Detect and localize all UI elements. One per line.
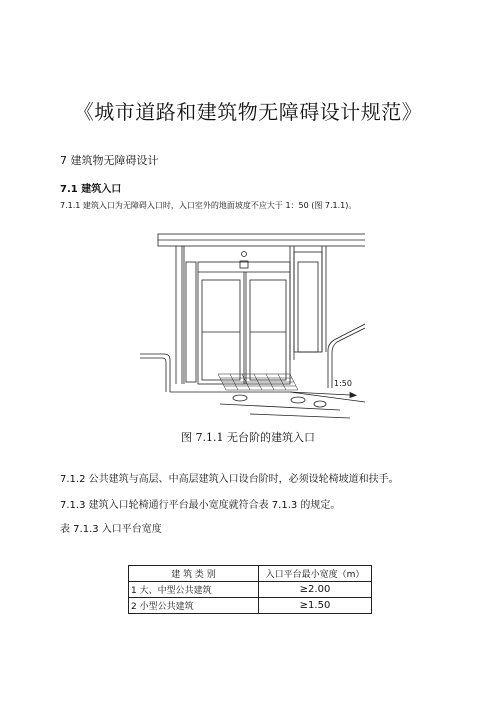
clause-7-1-2: 7.1.2 公共建筑与高层、中高层建筑入口设台阶时，必须设轮椅坡道和扶手。: [60, 474, 399, 485]
document-title: 《城市道路和建筑物无障碍设计规范》: [73, 100, 423, 124]
drain-left: [233, 395, 247, 401]
chapter-heading: 7 建筑物无障碍设计: [60, 154, 159, 167]
figure-caption: 图 7.1.1 无台阶的建筑入口: [181, 431, 315, 444]
row-building-type: 2 小型公共建筑: [129, 598, 259, 614]
row-building-type: 1 大、中型公共建筑: [129, 582, 259, 598]
header-building-type: 建 筑 类 别: [129, 566, 259, 582]
drain-right: [291, 397, 305, 403]
row-min-width: ≥2.00: [259, 582, 372, 598]
clause-7-1-3: 7.1.3 建筑入口轮椅通行平台最小宽度就符合表 7.1.3 的规定。: [60, 500, 341, 511]
platform-width-table: [128, 565, 372, 614]
table-title: 表 7.1.3 入口平台宽度: [60, 524, 162, 535]
table-row: [129, 582, 372, 598]
table-row: [129, 598, 372, 614]
section-heading: 7.1 建筑入口: [60, 184, 122, 195]
header-min-width: 入口平台最小宽度（m）: [259, 566, 372, 582]
table-header-row: [129, 566, 372, 582]
entrance-figure: [140, 232, 365, 422]
clause-7-1-1: 7.1.1 建筑入口为无障碍入口时，入口室外的地面坡度不应大于 1：50 (图 7.1.1)。: [60, 201, 357, 210]
slope-label: 1:50: [334, 379, 352, 388]
row-min-width: ≥1.50: [259, 598, 372, 614]
